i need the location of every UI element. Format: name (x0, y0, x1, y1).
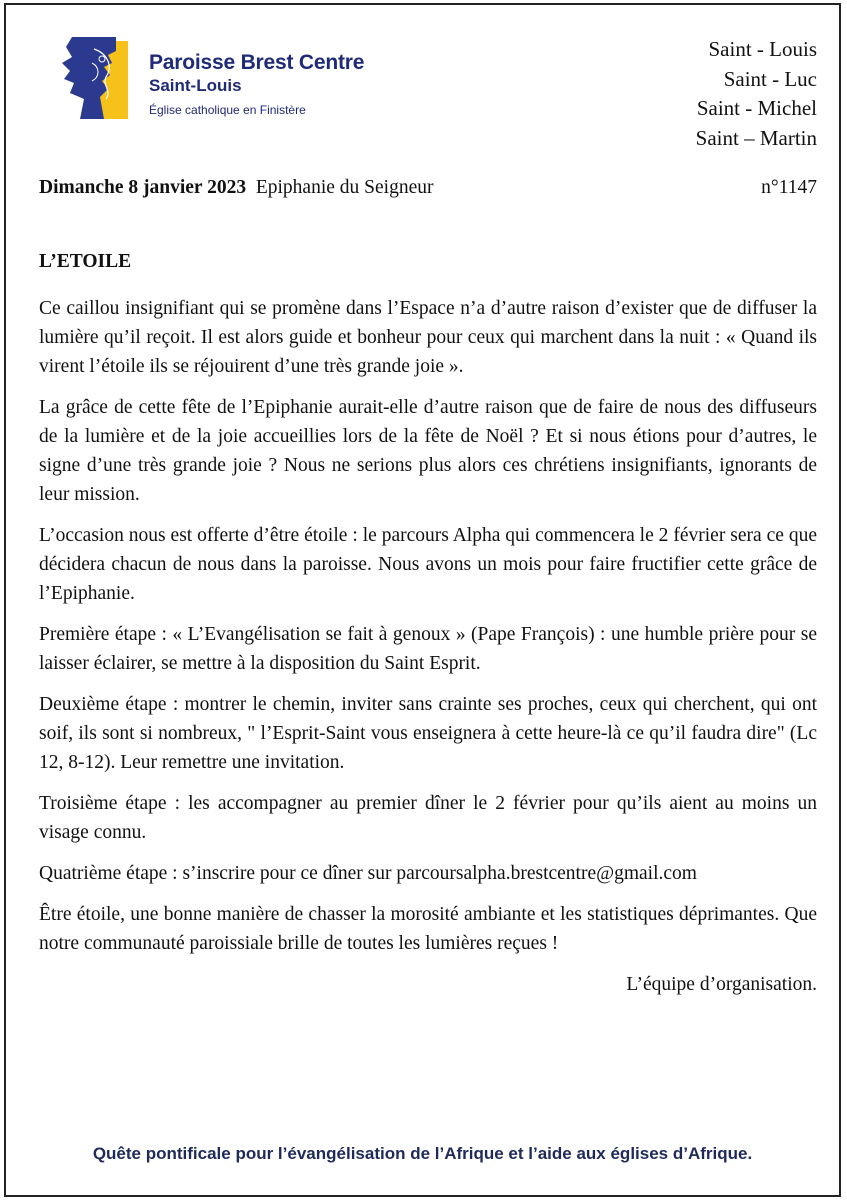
church-list (696, 35, 817, 153)
article-title: L’ETOILE (39, 251, 132, 272)
brand-name: Paroisse Brest Centre (149, 51, 365, 74)
footer-note: Quête pontificale pour l’évangélisation de l’Afrique et l’aide aux églises d’Afrique. (92, 1144, 753, 1163)
article-body (39, 294, 817, 1011)
brand-subtitle: Saint-Louis (149, 76, 242, 95)
issue-number: n°1147 (761, 177, 817, 198)
dateline (39, 177, 817, 199)
brand-tagline: Église catholique en Finistère (149, 103, 306, 117)
paragraph: Quatrième étape : s’inscrire pour ce dîner sur parcoursalpha.brestcentre@gmail.com (39, 863, 697, 884)
church-name: Saint - Louis (708, 37, 817, 61)
paragraph: Troisième étape : les accompagner au premier dîner le 2 février pour qu’ils aient au moins un visage connu. (39, 793, 817, 843)
paragraph: Ce caillou insignifiant qui se promène dans l’Espace n’a d’autre raison d’exister que de diffuser la lumière qu’il reçoit. Il est alors guide et bonheur pour ceux qui marchent dans la nuit : « Quand ils virent l’étoile ils se réjouirent d’une très grande joie ». (39, 298, 817, 377)
parish-logo-icon (56, 33, 136, 123)
church-name: Saint - Michel (696, 96, 817, 120)
parish-brand (149, 51, 364, 121)
paragraph: Deuxième étape : montrer le chemin, inviter sans crainte ses proches, ceux qui cherchent, qui ont soif, ils sont si nombreux, " l’Esprit-Saint vous enseignera à cette heure-là ce qu’il faudra dire" (Lc 12, 8-12). Leur remettre une invitation. (39, 694, 817, 773)
feast-name: Epiphanie du Seigneur (255, 177, 434, 198)
church-name: Saint - Luc (723, 66, 817, 91)
issue-date: Dimanche 8 janvier 2023 (39, 177, 247, 198)
signature: L’équipe d’organisation. (626, 974, 817, 995)
paragraph: Première étape : « L’Evangélisation se fait à genoux » (Pape François) : une humble prière pour se laisser éclairer, se mettre à la disposition du Saint Esprit. (39, 624, 817, 674)
paragraph: L’occasion nous est offerte d’être étoile : le parcours Alpha qui commencera le 2 février sera ce que décidera chacun de nous dans la paroisse. Nous avons un mois pour faire fructifier cette grâce de l’Epiphanie. (39, 525, 817, 604)
bulletin-page (4, 3, 841, 1197)
paragraph: La grâce de cette fête de l’Epiphanie aurait-elle d’autre raison que de faire de nous des diffuseurs de la lumière et de la joie accueillies lors de la fête de Noël ? Et si nous étions pour d’autres, le signe d’une très grande joie ? Nous ne serions plus alors ces chrétiens insignifiants, ignorants de leur mission. (39, 397, 817, 505)
paragraph: Être étoile, une bonne manière de chasser la morosité ambiante et les statistiques déprimantes. Que notre communauté paroissiale brille de toutes les lumières reçues ! (39, 904, 817, 954)
church-name: Saint – Martin (695, 125, 817, 150)
